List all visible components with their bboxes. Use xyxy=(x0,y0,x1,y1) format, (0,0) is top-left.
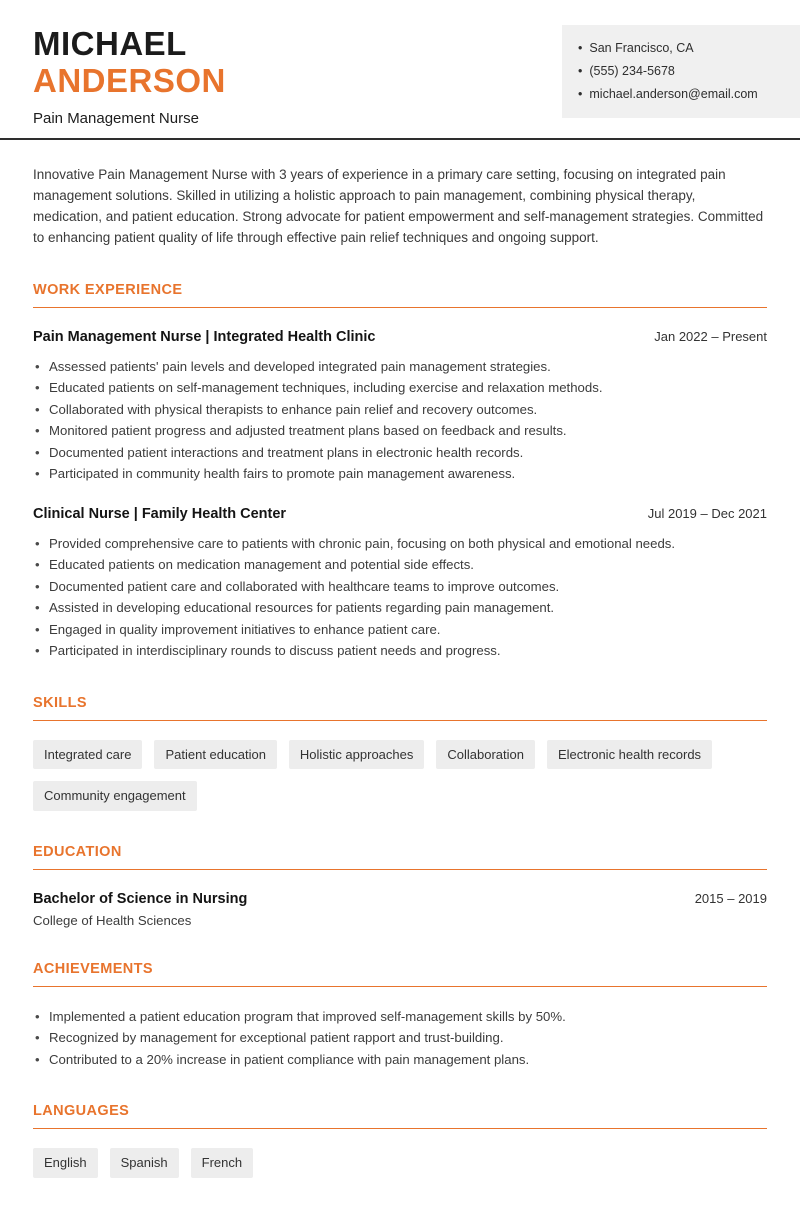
skill-tag: Electronic health records xyxy=(547,740,712,770)
job-title: Pain Management Nurse | Integrated Health Clinic xyxy=(33,328,376,345)
skill-tag: Patient education xyxy=(154,740,276,770)
bullet-item xyxy=(33,463,767,485)
job-entry xyxy=(33,506,767,662)
bullet-text: Documented patient interactions and treatment plans in electronic health records. xyxy=(49,444,524,460)
bullet-item xyxy=(33,619,767,641)
contact-text: (555) 234-5678 xyxy=(589,64,675,78)
bullet-item xyxy=(33,597,767,619)
contact-text: michael.anderson@email.com xyxy=(589,87,758,101)
bullet-item xyxy=(33,420,767,442)
contact-item xyxy=(578,37,784,60)
bullet-text: Recognized by management for exceptional patient rapport and trust-building. xyxy=(49,1030,504,1046)
job-title: Clinical Nurse | Family Health Center xyxy=(33,505,287,522)
last-name: ANDERSON xyxy=(33,61,226,99)
job-dates: Jul 2019 – Dec 2021 xyxy=(647,505,767,521)
language-tag-list xyxy=(33,1148,767,1178)
bullet-item xyxy=(33,640,767,662)
section-skills xyxy=(33,695,767,811)
bullet-text: Documented patient care and collaborated with healthcare teams to improve outcomes. xyxy=(49,578,560,594)
bullet-icon: • xyxy=(578,41,583,55)
skill-tag: Holistic approaches xyxy=(289,740,424,770)
job-header xyxy=(33,329,767,345)
contact-card xyxy=(562,25,800,118)
resume-body xyxy=(0,165,800,1178)
education-entry xyxy=(33,891,767,928)
bullet-item xyxy=(33,554,767,576)
section-achievements xyxy=(33,961,767,1071)
bullet-text: Collaborated with physical therapists to enhance pain relief and recovery outcomes. xyxy=(49,401,538,417)
bullet-text: Monitored patient progress and adjusted treatment plans based on feedback and results. xyxy=(49,423,567,439)
section-work-experience xyxy=(33,282,767,662)
skill-tag: Integrated care xyxy=(33,740,142,770)
contact-item xyxy=(578,60,784,83)
bullet-item xyxy=(33,1049,767,1071)
bullet-text: Assessed patients' pain levels and developed integrated pain management strategies. xyxy=(49,358,551,374)
contact-item xyxy=(578,83,784,106)
education-dates: 2015 – 2019 xyxy=(694,890,767,906)
bullet-text: Assisted in developing educational resources for patients regarding pain management. xyxy=(49,600,555,616)
bullet-item xyxy=(33,399,767,421)
job-dates: Jan 2022 – Present xyxy=(654,328,767,344)
school-name: College of Health Sciences xyxy=(33,912,192,928)
bullet-item xyxy=(33,533,767,555)
language-tag: English xyxy=(33,1148,98,1178)
bullet-item xyxy=(33,377,767,399)
language-tag: French xyxy=(191,1148,253,1178)
bullet-icon: • xyxy=(578,87,583,101)
bullet-text: Implemented a patient education program that improved self-management skills by 50%. xyxy=(49,1008,566,1024)
degree-title: Bachelor of Science in Nursing xyxy=(33,890,248,907)
education-header xyxy=(33,891,767,907)
bullet-item xyxy=(33,1006,767,1028)
job-header xyxy=(33,506,767,522)
contact-text: San Francisco, CA xyxy=(589,41,694,55)
section-title-achievements: ACHIEVEMENTS xyxy=(33,961,767,987)
section-education xyxy=(33,844,767,928)
job-bullet-list xyxy=(33,533,767,662)
bullet-text: Educated patients on self-management techniques, including exercise and relaxation methods. xyxy=(49,380,603,396)
bullet-text: Participated in community health fairs to promote pain management awareness. xyxy=(49,466,516,482)
bullet-text: Provided comprehensive care to patients with chronic pain, focusing on both physical and emotional needs. xyxy=(49,535,676,551)
skill-tag: Collaboration xyxy=(436,740,535,770)
bullet-icon: • xyxy=(578,64,583,78)
skill-tag: Community engagement xyxy=(33,781,197,811)
resume-header xyxy=(0,0,800,140)
bullet-item xyxy=(33,576,767,598)
section-title-work: WORK EXPERIENCE xyxy=(33,282,767,308)
job-entry xyxy=(33,329,767,485)
bullet-text: Educated patients on medication management and potential side effects. xyxy=(49,557,474,573)
section-title-languages: LANGUAGES xyxy=(33,1103,767,1129)
bullet-item xyxy=(33,356,767,378)
bullet-text: Engaged in quality improvement initiatives to enhance patient care. xyxy=(49,621,441,637)
bullet-text: Participated in interdisciplinary rounds to discuss patient needs and progress. xyxy=(49,643,501,659)
first-name: MICHAEL xyxy=(33,25,187,62)
achievement-list xyxy=(33,1006,767,1071)
section-languages xyxy=(33,1103,767,1178)
bullet-item xyxy=(33,442,767,464)
bullet-text: Contributed to a 20% increase in patient compliance with pain management plans. xyxy=(49,1051,530,1067)
summary-paragraph: Innovative Pain Management Nurse with 3 years of experience in a primary care setting, focusing on integrated pain management solutions. Skilled in utilizing a holistic approach to pain management, combining physical therapy, medication, and patient education. Strong advocate for patient empowerment and self-management strategies. Committed to enhancing patient quality of life through effective pain relief techniques and ongoing support. xyxy=(33,167,764,245)
section-title-skills: SKILLS xyxy=(33,695,767,721)
job-bullet-list xyxy=(33,356,767,485)
section-title-education: EDUCATION xyxy=(33,844,767,870)
bullet-item xyxy=(33,1027,767,1049)
header-role: Pain Management Nurse xyxy=(33,109,199,127)
skill-tag-list xyxy=(33,740,767,811)
language-tag: Spanish xyxy=(110,1148,179,1178)
